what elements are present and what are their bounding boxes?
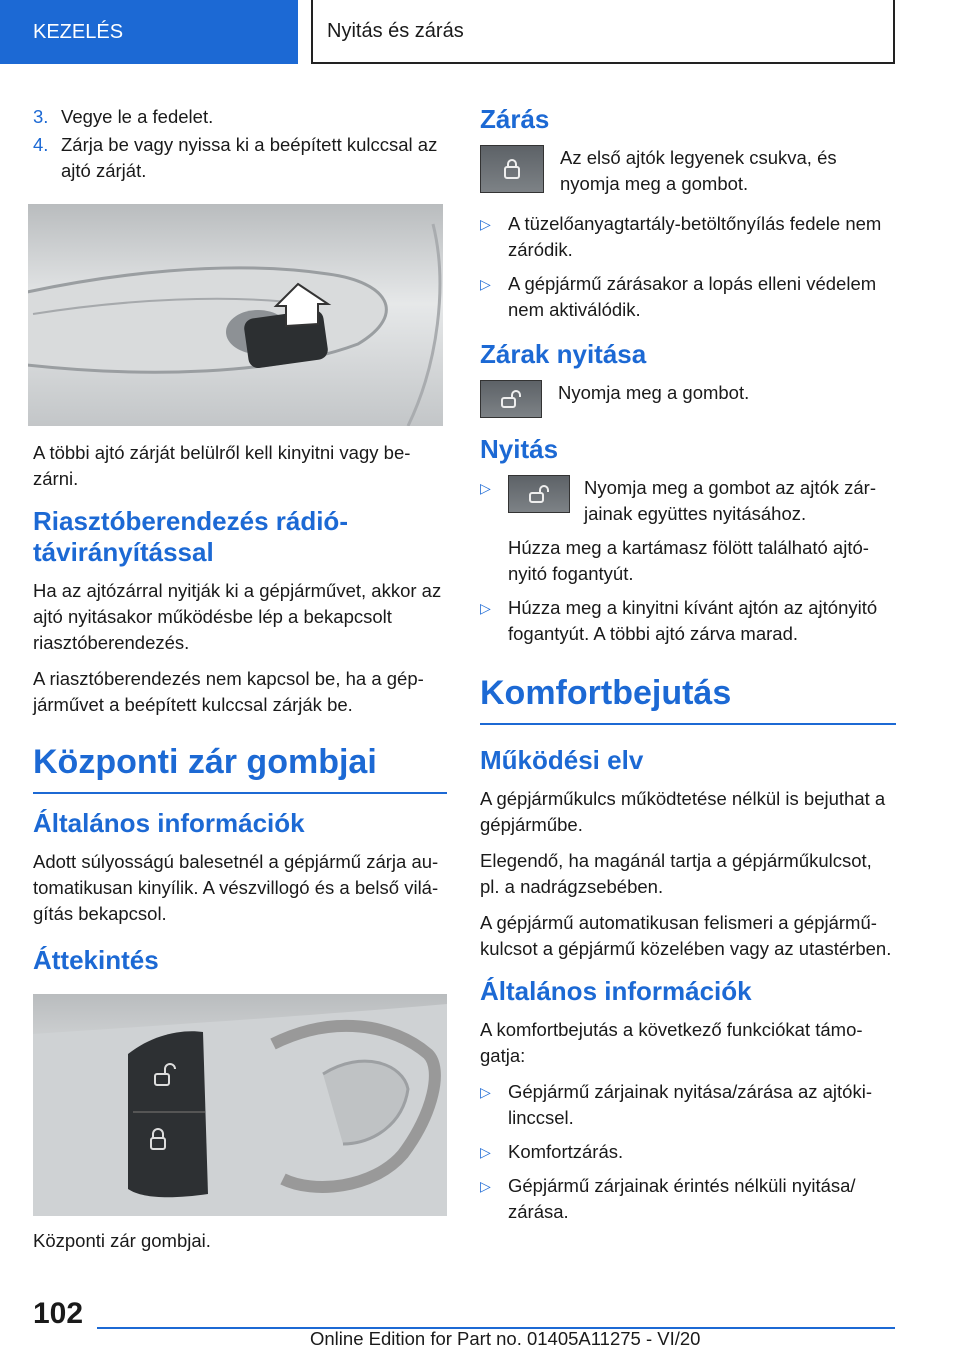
- door-handle-illustration: [28, 204, 443, 426]
- bullet-text: A tüzelőanyagtartály-betöltőnyílás fedele nem záródik.: [508, 213, 882, 260]
- paragraph: A gépjárműkulcs működtetése nélkül is bejuthat a gépjárműbe.: [480, 788, 886, 835]
- paragraph: Elegendő, ha magánál tartja a gépjárműkulcsot, pl. a nadrágzsebében.: [480, 850, 872, 897]
- bullet-icon: ▷: [480, 600, 491, 616]
- bullet-text: Gépjármű zárjainak érintés nélküli nyitása/ zárása.: [508, 1175, 856, 1222]
- heading-general-info-2: Általános információk: [480, 976, 752, 1006]
- heading-general-info: Általános információk: [33, 808, 305, 838]
- header-section-label: KEZELÉS: [33, 20, 124, 43]
- bullet-item: [480, 271, 896, 323]
- step-item: [33, 104, 447, 130]
- unlock-icon: [500, 389, 522, 409]
- lock-button-image: [480, 145, 544, 193]
- paragraph: A többi ajtó zárját belülről kell kinyitni vagy bezárni.: [33, 442, 411, 489]
- bullet-item: [480, 475, 896, 587]
- figure-caption: Központi zár gombjai.: [33, 1230, 211, 1251]
- bullet-text: Húzza meg a kinyitni kívánt ajtón az ajtónyitó fogantyút. A többi ajtó zárva marad.: [508, 597, 878, 644]
- lock-icon: [502, 158, 522, 180]
- step-text: Zárja be vagy nyissa ki a beépített kulccsal az ajtó zárját.: [61, 134, 438, 181]
- lock-instruction: [480, 145, 896, 197]
- paragraph: A gépjármű automatikusan felismeri a gépjárműkulcsot a gépjármű közelében vagy az utastérben.: [480, 912, 892, 959]
- heading-open: Nyitás: [480, 434, 559, 464]
- unlock-text: Nyomja meg a gombot.: [558, 382, 750, 403]
- bullet-item: [480, 211, 896, 263]
- bullet-item: [480, 1079, 896, 1131]
- central-lock-illustration: [33, 994, 447, 1216]
- bullet-item: [480, 1139, 896, 1165]
- bullet-item: [480, 1173, 896, 1225]
- paragraph: A komfortbejutás a következő funkciókat támogatja:: [480, 1019, 863, 1066]
- bullet-text: Húzza meg a kartámasz fölött található ajtónyitó fogantyút.: [508, 537, 869, 584]
- bullet-icon: ▷: [480, 216, 491, 232]
- central-lock-buttons-photo: [33, 994, 447, 1216]
- bullet-icon: ▷: [480, 1178, 491, 1194]
- bullet-icon: ▷: [480, 1084, 491, 1100]
- open-instruction: [508, 475, 896, 527]
- bullet-icon: ▷: [480, 1144, 491, 1160]
- step-text: Vegye le a fedelet.: [61, 106, 214, 127]
- bullet-item: [480, 595, 896, 647]
- heading-overview: Áttekintés: [33, 945, 159, 975]
- bullet-text: Komfortzárás.: [508, 1141, 624, 1162]
- heading-alarm: Riasztóberendezés rádiótávirányítással: [33, 506, 348, 567]
- door-key-photo: [28, 204, 443, 426]
- step-number: 3.: [33, 106, 49, 127]
- bullet-text: Nyomja meg a gombot az ajtók zárjainak együttes nyitásához.: [584, 477, 877, 524]
- right-column: [480, 104, 896, 1233]
- paragraph: A riasztóberendezés nem kapcsol be, ha a gépjárművet a beépített kulccsal zárják be.: [33, 668, 424, 715]
- heading-principle: Működési elv: [480, 745, 644, 775]
- heading-central-lock: Központi zár gombjai: [33, 742, 447, 794]
- bullet-icon: ▷: [480, 276, 491, 292]
- footer-edition: Online Edition for Part no. 01405A11275 - VI/20: [310, 1328, 701, 1349]
- unlock-icon: [528, 484, 550, 504]
- heading-lock: Zárás: [480, 104, 550, 134]
- heading-unlock: Zárak nyitása: [480, 339, 647, 369]
- unlock-instruction: [480, 380, 896, 418]
- paragraph: Adott súlyosságú balesetnél a gépjármű zárja automatikusan kinyílik. A vészvillogó és a belső világítás bekapcsol.: [33, 851, 439, 924]
- header-title-box: [311, 0, 895, 64]
- header-title: Nyitás és zárás: [327, 19, 464, 42]
- paragraph: Ha az ajtózárral nyitják ki a gépjárművet, akkor az ajtó nyitásakor működésbe lép a bekapcsolt riasztóberendezés.: [33, 580, 442, 653]
- bullet-icon: ▷: [480, 480, 491, 496]
- bullet-text: Gépjármű zárjainak nyitása/zárása az ajtókilinccsel.: [508, 1081, 873, 1128]
- header-section-tab: [0, 0, 298, 64]
- bullet-text: A gépjármű zárásakor a lopás elleni védelem nem aktiválódik.: [508, 273, 877, 320]
- step-number: 4.: [33, 134, 49, 155]
- page-number: 102: [33, 1297, 84, 1330]
- unlock-button-image: [508, 475, 570, 513]
- heading-comfort-access: Komfortbejutás: [480, 673, 896, 725]
- bullet-body: [508, 475, 896, 587]
- lock-text: Az első ajtók legyenek csukva, és nyomja meg a gombot.: [560, 147, 837, 194]
- step-item: [33, 132, 447, 184]
- unlock-button-image: [480, 380, 542, 418]
- left-column: [33, 104, 447, 1264]
